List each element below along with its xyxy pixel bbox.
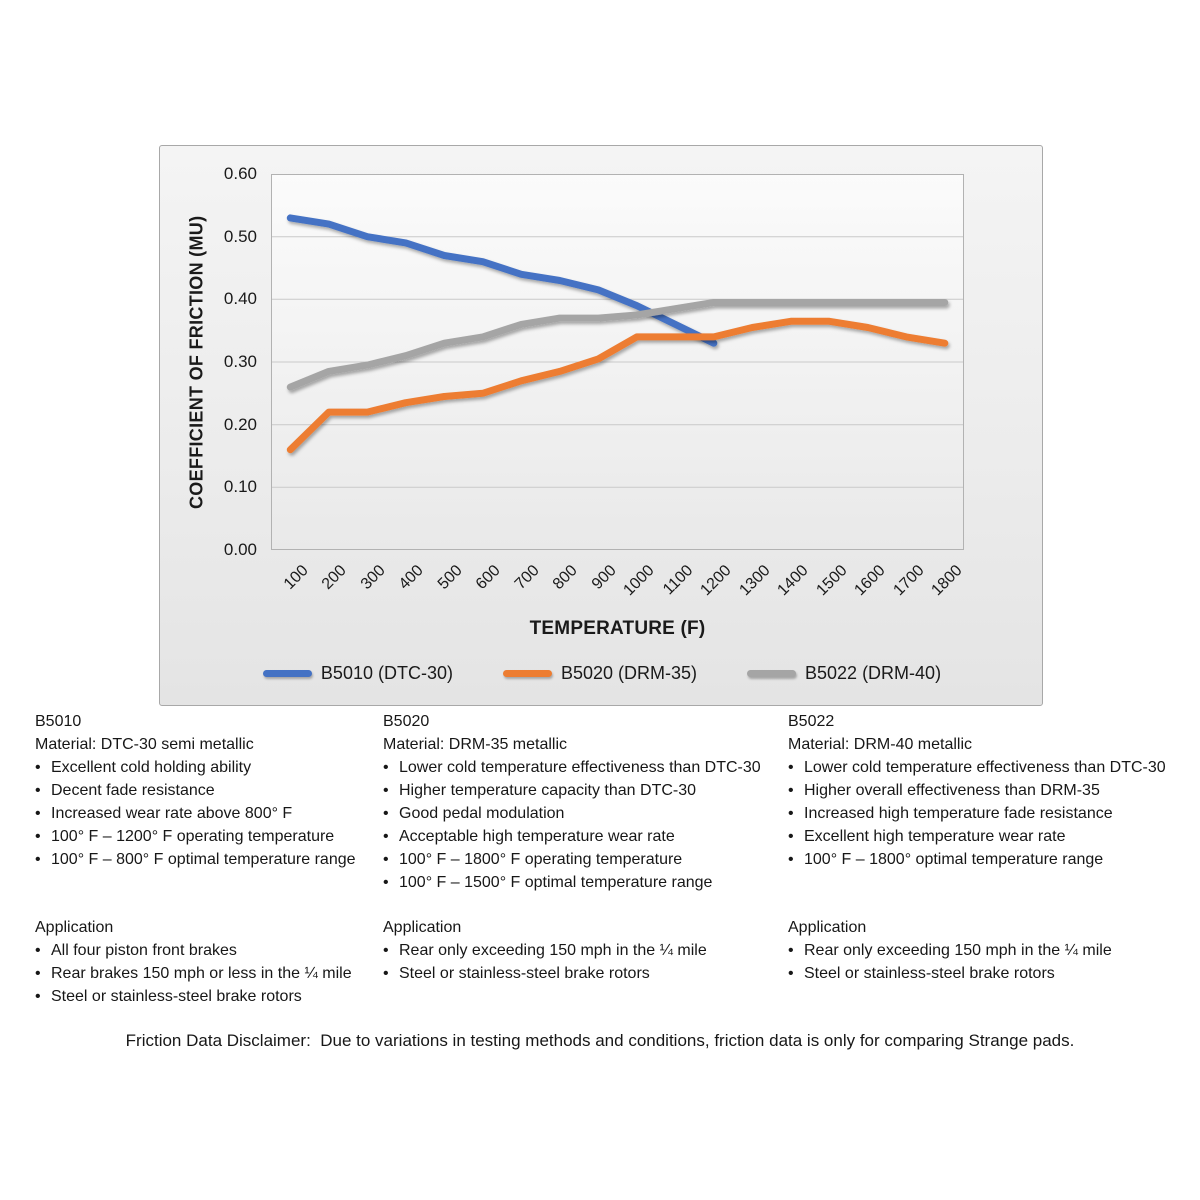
product-material: Material: DRM-35 metallic — [383, 736, 568, 753]
application-list — [35, 939, 375, 1008]
bullet-glyph: • — [788, 805, 794, 822]
bullet-text: 100° F – 800° F optimal temperature range — [51, 851, 356, 868]
product-feature-list — [383, 756, 783, 894]
bullet-glyph: • — [788, 828, 794, 845]
product-spec-b5022 — [788, 710, 1193, 871]
bullet-text: Excellent cold holding ability — [51, 759, 252, 776]
bullet-text: Excellent high temperature wear rate — [804, 828, 1066, 845]
bullet-item — [35, 756, 375, 779]
bullet-text: 100° F – 1800° F operating temperature — [399, 851, 683, 868]
legend-swatch — [503, 670, 552, 677]
product-title: B5022 — [788, 713, 835, 730]
friction-chart-card — [159, 145, 1043, 706]
application-b5022 — [788, 916, 1193, 985]
bullet-item — [788, 779, 1193, 802]
x-tick-label: 600 — [472, 562, 504, 593]
product-spec-b5010 — [35, 710, 375, 871]
bullet-text: Steel or stainless-steel brake rotors — [399, 965, 650, 982]
bullet-text: Lower cold temperature effectiveness than DTC-30 — [804, 759, 1166, 776]
application-b5010 — [35, 916, 375, 1008]
bullet-glyph: • — [35, 782, 41, 799]
legend-item — [747, 663, 941, 684]
application-title: Application — [383, 919, 462, 936]
bullet-item — [383, 871, 783, 894]
y-tick-label: 0.30 — [223, 352, 257, 371]
y-tick-label: 0.10 — [223, 477, 257, 497]
bullet-glyph: • — [788, 759, 794, 776]
bullet-glyph: • — [35, 942, 41, 959]
legend-item — [503, 663, 697, 684]
application-list — [788, 939, 1193, 985]
friction-data-disclaimer: Friction Data Disclaimer: Due to variations in testing methods and conditions, friction data is only for comparing Strange pads. — [125, 1031, 1075, 1050]
x-tick-label: 700 — [511, 562, 543, 593]
bullet-text: All four piston front brakes — [51, 942, 237, 959]
bullet-text: Lower cold temperature effectiveness than DTC-30 — [399, 759, 761, 776]
bullet-glyph: • — [35, 988, 41, 1005]
bullet-item — [383, 756, 783, 779]
bullet-item — [788, 939, 1193, 962]
x-tick-label: 800 — [549, 562, 581, 593]
bullet-glyph: • — [35, 759, 41, 776]
x-tick-label: 400 — [395, 562, 427, 593]
bullet-glyph: • — [788, 942, 794, 959]
bullet-glyph: • — [35, 965, 41, 982]
bullet-glyph: • — [383, 759, 389, 776]
x-tick-label: 1600 — [851, 562, 889, 600]
bullet-glyph: • — [788, 782, 794, 799]
bullet-glyph: • — [788, 851, 794, 868]
plot-svg — [271, 174, 964, 550]
product-title: B5020 — [383, 713, 430, 730]
bullet-glyph: • — [383, 874, 389, 891]
x-tick-label: 1000 — [620, 562, 658, 600]
bullet-item — [383, 939, 783, 962]
y-tick-label: 0.50 — [223, 226, 257, 246]
bullet-glyph: • — [35, 828, 41, 845]
bullet-item — [788, 756, 1193, 779]
bullet-text: 100° F – 1800° optimal temperature range — [804, 851, 1104, 868]
x-tick-label: 1400 — [774, 562, 812, 600]
bullet-glyph: • — [383, 805, 389, 822]
bullet-text: 100° F – 1500° F optimal temperature range — [399, 874, 713, 891]
x-tick-label: 1100 — [659, 562, 697, 599]
x-tick-label: 1500 — [813, 562, 851, 600]
bullet-text: Higher overall effectiveness than DRM-35 — [804, 782, 1100, 799]
bullet-text: 100° F – 1200° F operating temperature — [51, 828, 335, 845]
bullet-glyph: • — [383, 942, 389, 959]
application-b5020 — [383, 916, 783, 985]
x-tick-label: 1700 — [890, 562, 928, 600]
chart-legend — [160, 663, 1044, 684]
legend-label: B5020 (DRM-35) — [560, 663, 698, 683]
x-tick-label: 300 — [357, 562, 389, 593]
bullet-item — [35, 939, 375, 962]
bullet-item — [383, 779, 783, 802]
x-tick-label: 1200 — [697, 562, 735, 600]
bullet-item — [35, 779, 375, 802]
y-tick-label: 0.20 — [223, 414, 257, 434]
application-title: Application — [35, 919, 114, 936]
bullet-item — [383, 962, 783, 985]
bullet-glyph: • — [383, 828, 389, 845]
x-tick-label: 1300 — [736, 562, 774, 600]
y-tick-label: 0.60 — [223, 164, 257, 183]
bullet-glyph: • — [788, 965, 794, 982]
bullet-glyph: • — [35, 805, 41, 822]
y-tick-label: 0.00 — [223, 540, 257, 559]
product-title: B5010 — [35, 713, 82, 730]
bullet-item — [35, 825, 375, 848]
x-tick-label: 900 — [588, 562, 620, 593]
application-list — [383, 939, 783, 985]
bullet-text: Decent fade resistance — [51, 782, 215, 799]
bullet-text: Rear only exceeding 150 mph in the ¼ mile — [804, 942, 1112, 959]
y-axis-title: COEFFICIENT OF FRICTION (MU) — [186, 215, 207, 509]
bullet-item — [788, 825, 1193, 848]
x-axis-tick-labels — [271, 556, 964, 620]
product-feature-list — [788, 756, 1193, 871]
y-axis-tick-labels — [160, 164, 257, 559]
bullet-item — [35, 848, 375, 871]
product-material: Material: DRM-40 metallic — [788, 736, 973, 753]
bullet-glyph: • — [35, 851, 41, 868]
bullet-item — [383, 848, 783, 871]
bullet-item — [788, 962, 1193, 985]
legend-swatch — [747, 670, 796, 677]
bullet-text: Increased wear rate above 800° F — [51, 805, 293, 822]
x-tick-label: 200 — [318, 562, 350, 593]
legend-item — [263, 663, 453, 684]
bullet-text: Increased high temperature fade resistance — [804, 805, 1113, 822]
legend-swatch — [263, 670, 312, 677]
bullet-glyph: • — [383, 782, 389, 799]
bullet-text: Rear only exceeding 150 mph in the ¼ mile — [399, 942, 707, 959]
x-tick-label: 500 — [434, 562, 466, 593]
bullet-glyph: • — [383, 965, 389, 982]
bullet-item — [383, 825, 783, 848]
bullet-item — [383, 802, 783, 825]
bullet-glyph: • — [383, 851, 389, 868]
legend-label: B5022 (DRM-40) — [805, 663, 942, 683]
legend-label: B5010 (DTC-30) — [320, 663, 453, 683]
y-tick-label: 0.40 — [223, 289, 257, 309]
bullet-text: Steel or stainless-steel brake rotors — [51, 988, 302, 1005]
bullet-item — [788, 848, 1193, 871]
bullet-text: Steel or stainless-steel brake rotors — [804, 965, 1055, 982]
bullet-item — [35, 962, 375, 985]
bullet-item — [35, 802, 375, 825]
x-axis-title: TEMPERATURE (F) — [529, 618, 706, 639]
bullet-text: Acceptable high temperature wear rate — [399, 828, 675, 845]
bullet-text: Good pedal modulation — [399, 805, 565, 822]
product-spec-b5020 — [383, 710, 783, 894]
bullet-item — [35, 985, 375, 1008]
product-feature-list — [35, 756, 375, 871]
x-tick-label: 1800 — [928, 562, 966, 600]
application-title: Application — [788, 919, 867, 936]
bullet-text: Rear brakes 150 mph or less in the ¼ mile — [51, 965, 352, 982]
product-material: Material: DTC-30 semi metallic — [35, 736, 254, 753]
x-tick-label: 100 — [280, 562, 312, 593]
bullet-text: Higher temperature capacity than DTC-30 — [399, 782, 697, 799]
bullet-item — [788, 802, 1193, 825]
